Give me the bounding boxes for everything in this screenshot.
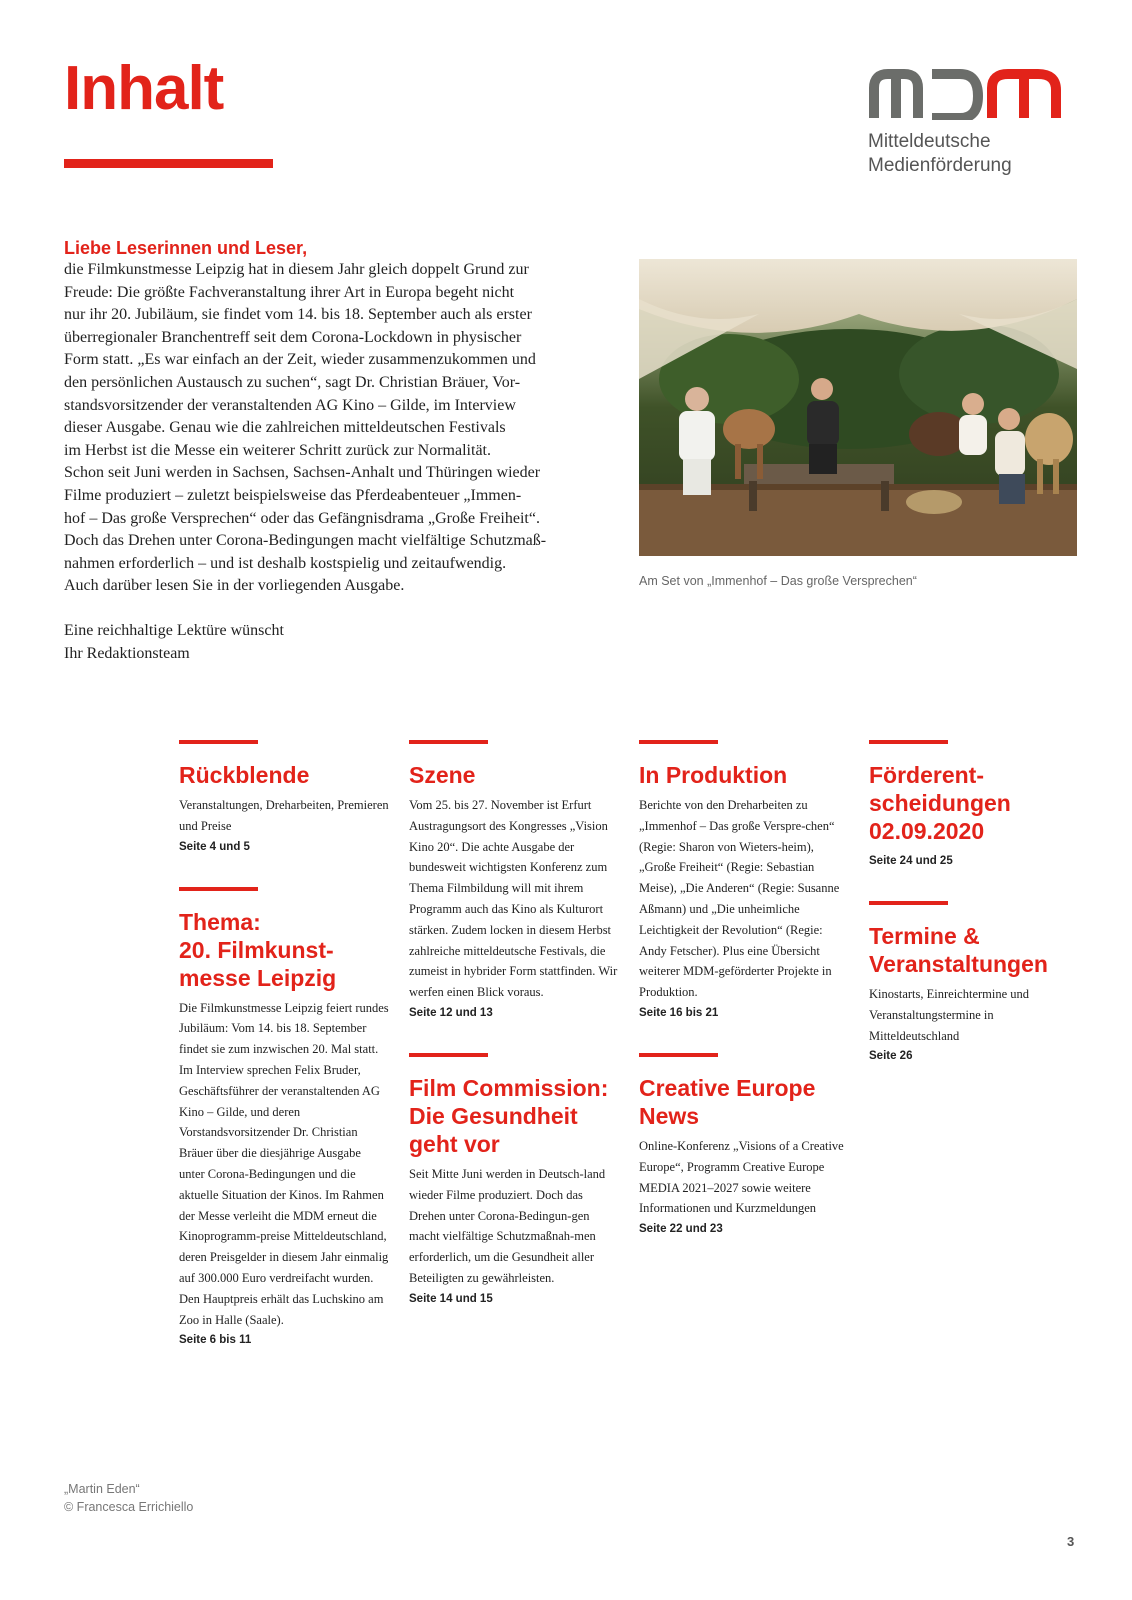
toc-entry-rule [409,1053,488,1057]
photo-caption: Am Set von „Immenhof – Das große Versprechen“ [639,574,917,588]
toc-entry-rule [179,887,258,891]
toc-entry-title: Rückblende [179,762,310,788]
set-photo-illustration [639,259,1077,556]
toc-entry-rule [639,740,718,744]
toc-entry-description: Die Filmkunstmesse Leipzig feiert rundes Jubiläum: Vom 14. bis 18. September findet sie zum inzwischen 20. Mal statt. Im Interview sprechen Felix Bruder, Geschäftsführer der veranstaltenden AG Kino – Gilde, und deren Vorstandsvorsitzender Dr. Christian Bräuer über die diesjährige Ausgabe unter Corona-Bedingungen und die aktuelle Situation der Kinos. Im Rahmen der Messe verleiht die MDM erneut die Kinoprogramm-preise Mitteldeutschland, deren Preisgelder in diesem Jahr einmalig auf 300.000 Euro verdreifacht wurden. Den Hauptpreis erhält das Luchskino am Zoo in Halle (Saale). [179,1000,389,1327]
toc-entry [179,887,389,1351]
set-photo [639,259,1077,556]
toc-entry-title: In Produktion [639,762,788,788]
toc-entry-pages: Seite 4 und 5 [179,840,250,853]
mdm-logo [868,68,1078,178]
toc-entry [869,901,1079,1066]
letter-closing [64,620,619,665]
letter-line: Filme produziert – zuletzt beispielsweise das Pferdeabenteuer „Immen- [64,486,522,504]
toc-entry-pages: Seite 16 bis 21 [639,1006,719,1019]
toc-entry [869,740,1079,871]
toc-entry-pages: Seite 22 und 23 [639,1223,723,1236]
letter-line: Auch darüber lesen Sie in der vorliegenden Ausgabe. [64,577,405,595]
toc-entry-description: Online-Konferenz „Visions of a Creative Europe“, Programm Creative Europe MEDIA 2021–2027 sowie weitere Informationen und Kurzmeldungen [639,1138,844,1216]
toc-entry [409,740,619,1023]
title-underline [64,159,273,168]
toc-entry-pages: Seite 26 [869,1050,913,1063]
page-number: 3 [1067,1534,1075,1549]
letter-line: Doch das Drehen unter Corona-Bedingungen macht vielfältige Schutzmaß- [64,532,547,550]
letter-line: im Herbst ist die Messe ein weiterer Schritt zurück zur Normalität. [64,441,491,459]
toc-entry-description: Kinostarts, Einreichtermine und Veranstaltungstermine in Mitteldeutschland [869,987,1030,1043]
letter-body [64,259,619,598]
closing-line-1: Eine reichhaltige Lektüre wünscht [64,621,284,639]
toc-entry-description: Berichte von den Dreharbeiten zu „Immenhof – Das große Verspre-chen“ (Regie: Sharon von Wieters-heim), „Große Freiheit“ (Regie: Sebastian Meise), „Die Anderen“ (Regie: Susanne Aßmann) und „Die unheimliche Leichtigkeit der Revolution“ (Regie: Andy Fetscher). Plus eine Übersicht weiterer MDM-geförderter Projekte in Produktion. [639,798,840,1000]
toc-entry [179,740,389,857]
letter-line: hof – Das große Versprechen“ oder das Gefängnisdrama „Große Freiheit“. [64,509,540,527]
letter-line: nahmen erforderlich – und ist deshalb kostspielig und zeitaufwendig. [64,554,507,572]
toc-column-3 [639,740,849,1269]
credit-title: „Martin Eden“ [64,1482,140,1496]
letter-line: nur ihr 20. Jubiläum, sie findet vom 14. bis 18. September auch als erster [64,306,532,324]
toc-entry-title: Creative Europe News [639,1074,816,1129]
editorial-letter [64,237,619,665]
mdm-logo-mark [868,68,1074,120]
toc-entry-title: Film Commission: Die Gesundheit geht vor [409,1074,609,1157]
toc-entry [409,1053,619,1309]
toc-entry-rule [869,740,948,744]
letter-line: den persönlichen Austausch zu suchen“, sagt Dr. Christian Bräuer, Vor- [64,373,521,391]
letter-line: überregionaler Branchentreff seit dem Corona-Lockdown in physischer [64,328,522,346]
toc-entry-pages: Seite 6 bis 11 [179,1334,252,1347]
toc-entry-description: Veranstaltungen, Dreharbeiten, Premieren und Preise [179,798,389,833]
toc-entry-title: Thema: 20. Filmkunst- messe Leipzig [179,908,337,991]
logo-text-line2: Medienförderung [868,155,1012,176]
toc-entry-rule [639,1053,718,1057]
letter-line: Form statt. „Es war einfach an der Zeit, wieder zusammenzukommen und [64,351,536,369]
toc-column-1 [179,740,389,1380]
toc-entry [639,740,849,1023]
credit-photographer: © Francesca Errichiello [64,1500,194,1514]
toc-entry-rule [179,740,258,744]
image-credit [64,1480,193,1516]
toc-entry-title: Szene [409,762,476,788]
toc-entry-pages: Seite 14 und 15 [409,1292,493,1305]
toc-entry [639,1053,849,1239]
toc-entry-rule [409,740,488,744]
toc-entry-description: Seit Mitte Juni werden in Deutsch-land wieder Filme produziert. Doch das Drehen unter Corona-Bedingun-gen macht vielfältige Schutzmaßnah-men erforderlich, um die Gesundheit aller Beteiligten zu gewährleisten. [409,1166,606,1285]
letter-line: standsvorsitzender der veranstaltenden AG Kino – Gilde, im Interview [64,396,516,414]
letter-line: die Filmkunstmesse Leipzig hat in diesem Jahr gleich doppelt Grund zur [64,261,529,278]
logo-text-line1: Mitteldeutsche [868,131,991,152]
letter-line: Schon seit Juni werden in Sachsen, Sachsen-Anhalt und Thüringen wieder [64,464,541,482]
toc-column-2 [409,740,619,1339]
toc-entry-title: Termine & Veranstaltungen [869,923,1048,977]
toc-column-4 [869,740,1079,1096]
closing-line-2: Ihr Redaktionsteam [64,644,190,662]
toc-entry-title: Förderent- scheidungen 02.09.2020 [869,762,1011,844]
letter-line: dieser Ausgabe. Genau wie die zahlreichen mitteldeutschen Festivals [64,419,506,437]
toc-entry-pages: Seite 24 und 25 [869,855,953,867]
toc-entry-description: Vom 25. bis 27. November ist Erfurt Austragungsort des Kongresses „Vision Kino 20“. Die achte Ausgabe der bundesweit wichtigsten Konferenz zum Thema Filmbildung will mit ihrem Programm auch das Kino als Kulturort stärken. Zudem locken in diesem Herbst zahlreiche mitteldeutsche Festivals, die zumeist in hybrider Form stattfinden. Wir werfen einen Blick voraus. [409,798,618,1000]
toc-entry-pages: Seite 12 und 13 [409,1006,493,1019]
letter-greeting: Liebe Leserinnen und Leser, [64,238,308,258]
toc-entry-rule [869,901,948,905]
page-title: Inhalt [64,54,224,123]
letter-line: Freude: Die größte Fachveranstaltung ihrer Art in Europa begeht nicht [64,283,515,301]
